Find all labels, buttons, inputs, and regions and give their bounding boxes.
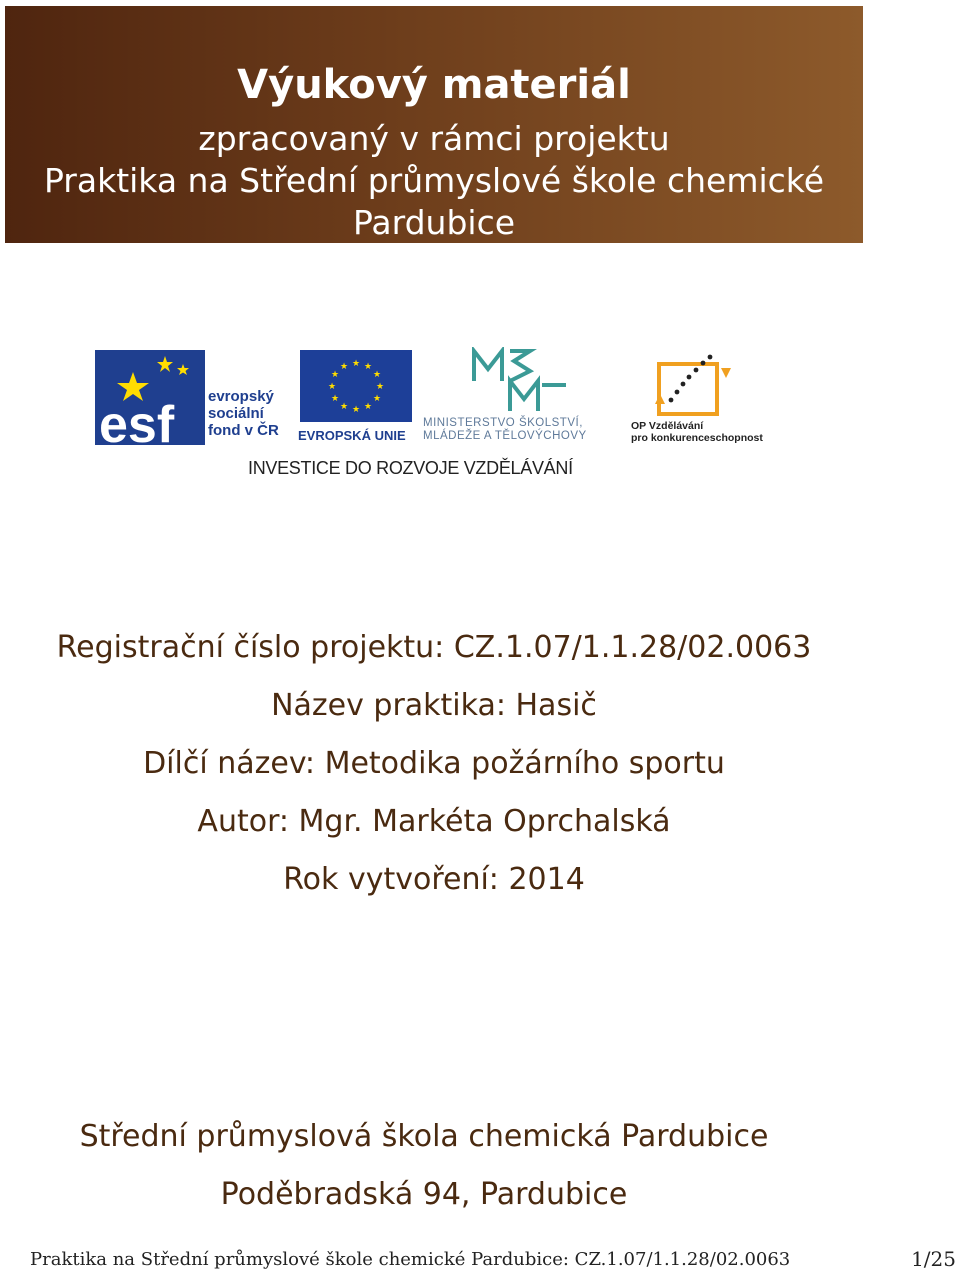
subtitle-line-1: zpracovaný v rámci projektu — [198, 119, 670, 158]
school-name: Střední průmyslová škola chemická Pardubice — [79, 1119, 769, 1154]
svg-text:★: ★ — [351, 359, 361, 369]
msmt-logo-icon — [470, 347, 570, 415]
investice-slogan: INVESTICE DO ROZVOJE VZDĚLÁVÁNÍ — [248, 458, 573, 478]
footer-text: Praktika na Střední průmyslové škole chemické Pardubice: CZ.1.07/1.1.28/02.0063 — [30, 1249, 791, 1270]
op-vzdelavani-logo-icon — [655, 350, 733, 418]
author: Autor: Mgr. Markéta Oprchalská — [197, 804, 671, 839]
page-number: 1/25 — [911, 1247, 956, 1271]
eu-caption: EVROPSKÁ UNIE — [298, 428, 406, 443]
document-title: Výukový materiál — [237, 62, 631, 108]
registration-number: Registrační číslo projektu: CZ.1.07/1.1.28/02.0063 — [56, 630, 812, 665]
svg-text:esf: esf — [99, 396, 175, 445]
svg-text:★: ★ — [363, 362, 373, 372]
sponsor-logos — [90, 345, 770, 485]
sub-title: Dílčí název: Metodika požárního sportu — [143, 746, 725, 781]
svg-text:★: ★ — [363, 402, 373, 412]
esf-text: evropský sociální fond v ČR — [208, 388, 279, 439]
svg-text:★: ★ — [339, 362, 349, 372]
svg-text:★: ★ — [372, 394, 382, 404]
eu-flag-icon — [300, 350, 412, 422]
school-address: Poděbradská 94, Pardubice — [220, 1177, 628, 1212]
svg-text:★: ★ — [327, 382, 337, 392]
subtitle-line-2: Praktika na Střední průmyslové škole chemické — [43, 161, 825, 200]
svg-text:★: ★ — [351, 405, 361, 415]
title-banner — [5, 6, 863, 243]
svg-text:★: ★ — [330, 394, 340, 404]
subtitle-line-3: Pardubice — [352, 203, 516, 242]
svg-text:★: ★ — [339, 402, 349, 412]
svg-text:★: ★ — [330, 370, 340, 380]
msmt-caption: MINISTERSTVO ŠKOLSTVÍ, MLÁDEŽE A TĚLOVÝCHOVY — [423, 417, 587, 442]
esf-logo-icon — [95, 350, 205, 445]
svg-text:★: ★ — [375, 382, 385, 392]
practical-name: Název praktika: Hasič — [271, 688, 597, 723]
year-created: Rok vytvoření: 2014 — [283, 862, 585, 897]
op-caption: OP Vzdělávání pro konkurenceschopnost — [631, 420, 763, 444]
svg-text:★: ★ — [372, 370, 382, 380]
